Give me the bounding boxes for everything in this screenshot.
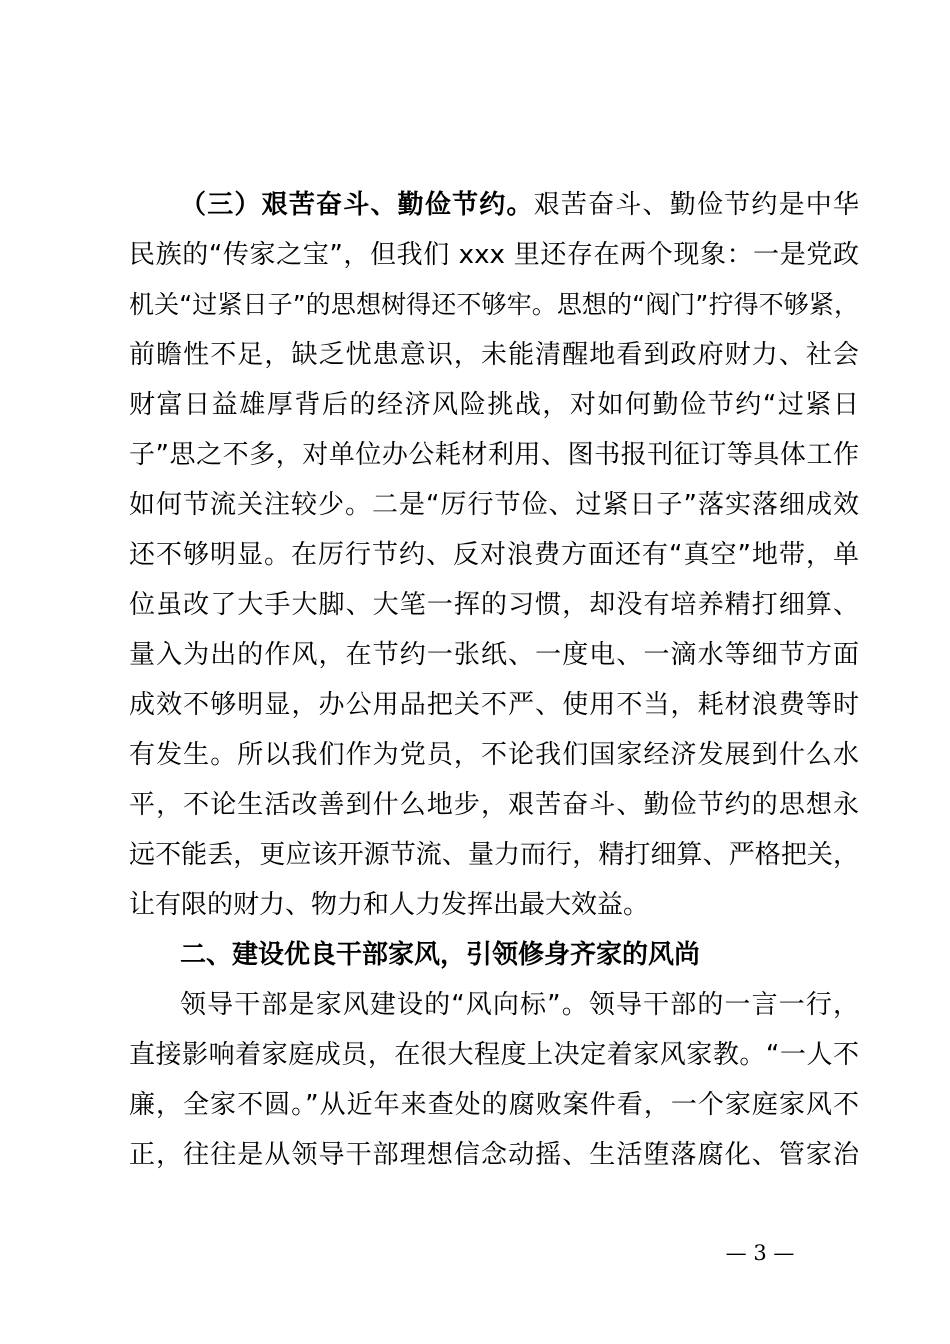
section-title: 二、建设优良干部家风，引领修身齐家的风尚: [180, 940, 701, 970]
paragraph-line: 财富日益雄厚背后的经济风险挑战，对如何勤俭节约“过紧日: [129, 390, 859, 420]
paragraph-line: 民族的“传家之宝”，但我们 xxx 里还存在两个现象：一是党政: [129, 240, 859, 270]
paragraph-line: [180, 180, 859, 230]
paragraph-line: 成效不够明显，办公用品把关不严、使用不当，耗材浪费等时: [129, 690, 859, 720]
section-heading: （三）艰苦奋斗、勤俭节约。: [180, 190, 534, 220]
paragraph-line: 位虽改了大手大脚、大笔一挥的习惯，却没有培养精打细算、: [129, 590, 859, 620]
paragraph-line: 如何节流关注较少。二是“厉行节俭、过紧日子”落实落细成效: [129, 490, 859, 520]
paragraph-line: 让有限的财力、物力和人力发挥出最大效益。: [129, 890, 650, 920]
paragraph-line: 子”思之不多，对单位办公耗材利用、图书报刊征订等具体工作: [129, 440, 859, 470]
paragraph-line: 直接影响着家庭成员，在很大程度上决定着家风家教。“一人不: [129, 1040, 859, 1070]
paragraph-line: 有发生。所以我们作为党员，不论我们国家经济发展到什么水: [129, 740, 859, 770]
paragraph-line: 前瞻性不足，缺乏忧患意识，未能清醒地看到政府财力、社会: [129, 340, 859, 370]
paragraph-line: 平，不论生活改善到什么地步，艰苦奋斗、勤俭节约的思想永: [129, 790, 859, 820]
page-number: — 3 —: [725, 1241, 795, 1265]
paragraph-line: 廉，全家不圆。”从近年来查处的腐败案件看，一个家庭家风不: [129, 1090, 859, 1120]
paragraph-line: 正，往往是从领导干部理想信念动摇、生活堕落腐化、管家治: [129, 1140, 859, 1170]
paragraph-line: 还不够明显。在厉行节约、反对浪费方面还有“真空”地带，单: [129, 540, 859, 570]
paragraph-line: 领导干部是家风建设的“风向标”。领导干部的一言一行，: [180, 990, 859, 1020]
paragraph-line: 远不能丢，更应该开源节流、量力而行，精打细算、严格把关，: [129, 840, 859, 870]
paragraph-text: 艰苦奋斗、勤俭节约是中华: [533, 190, 859, 220]
paragraph-line: 量入为出的作风，在节约一张纸、一度电、一滴水等细节方面: [129, 640, 859, 670]
paragraph-line: 机关“过紧日子”的思想树得还不够牢。思想的“阀门”拧得不够紧，: [129, 290, 859, 319]
